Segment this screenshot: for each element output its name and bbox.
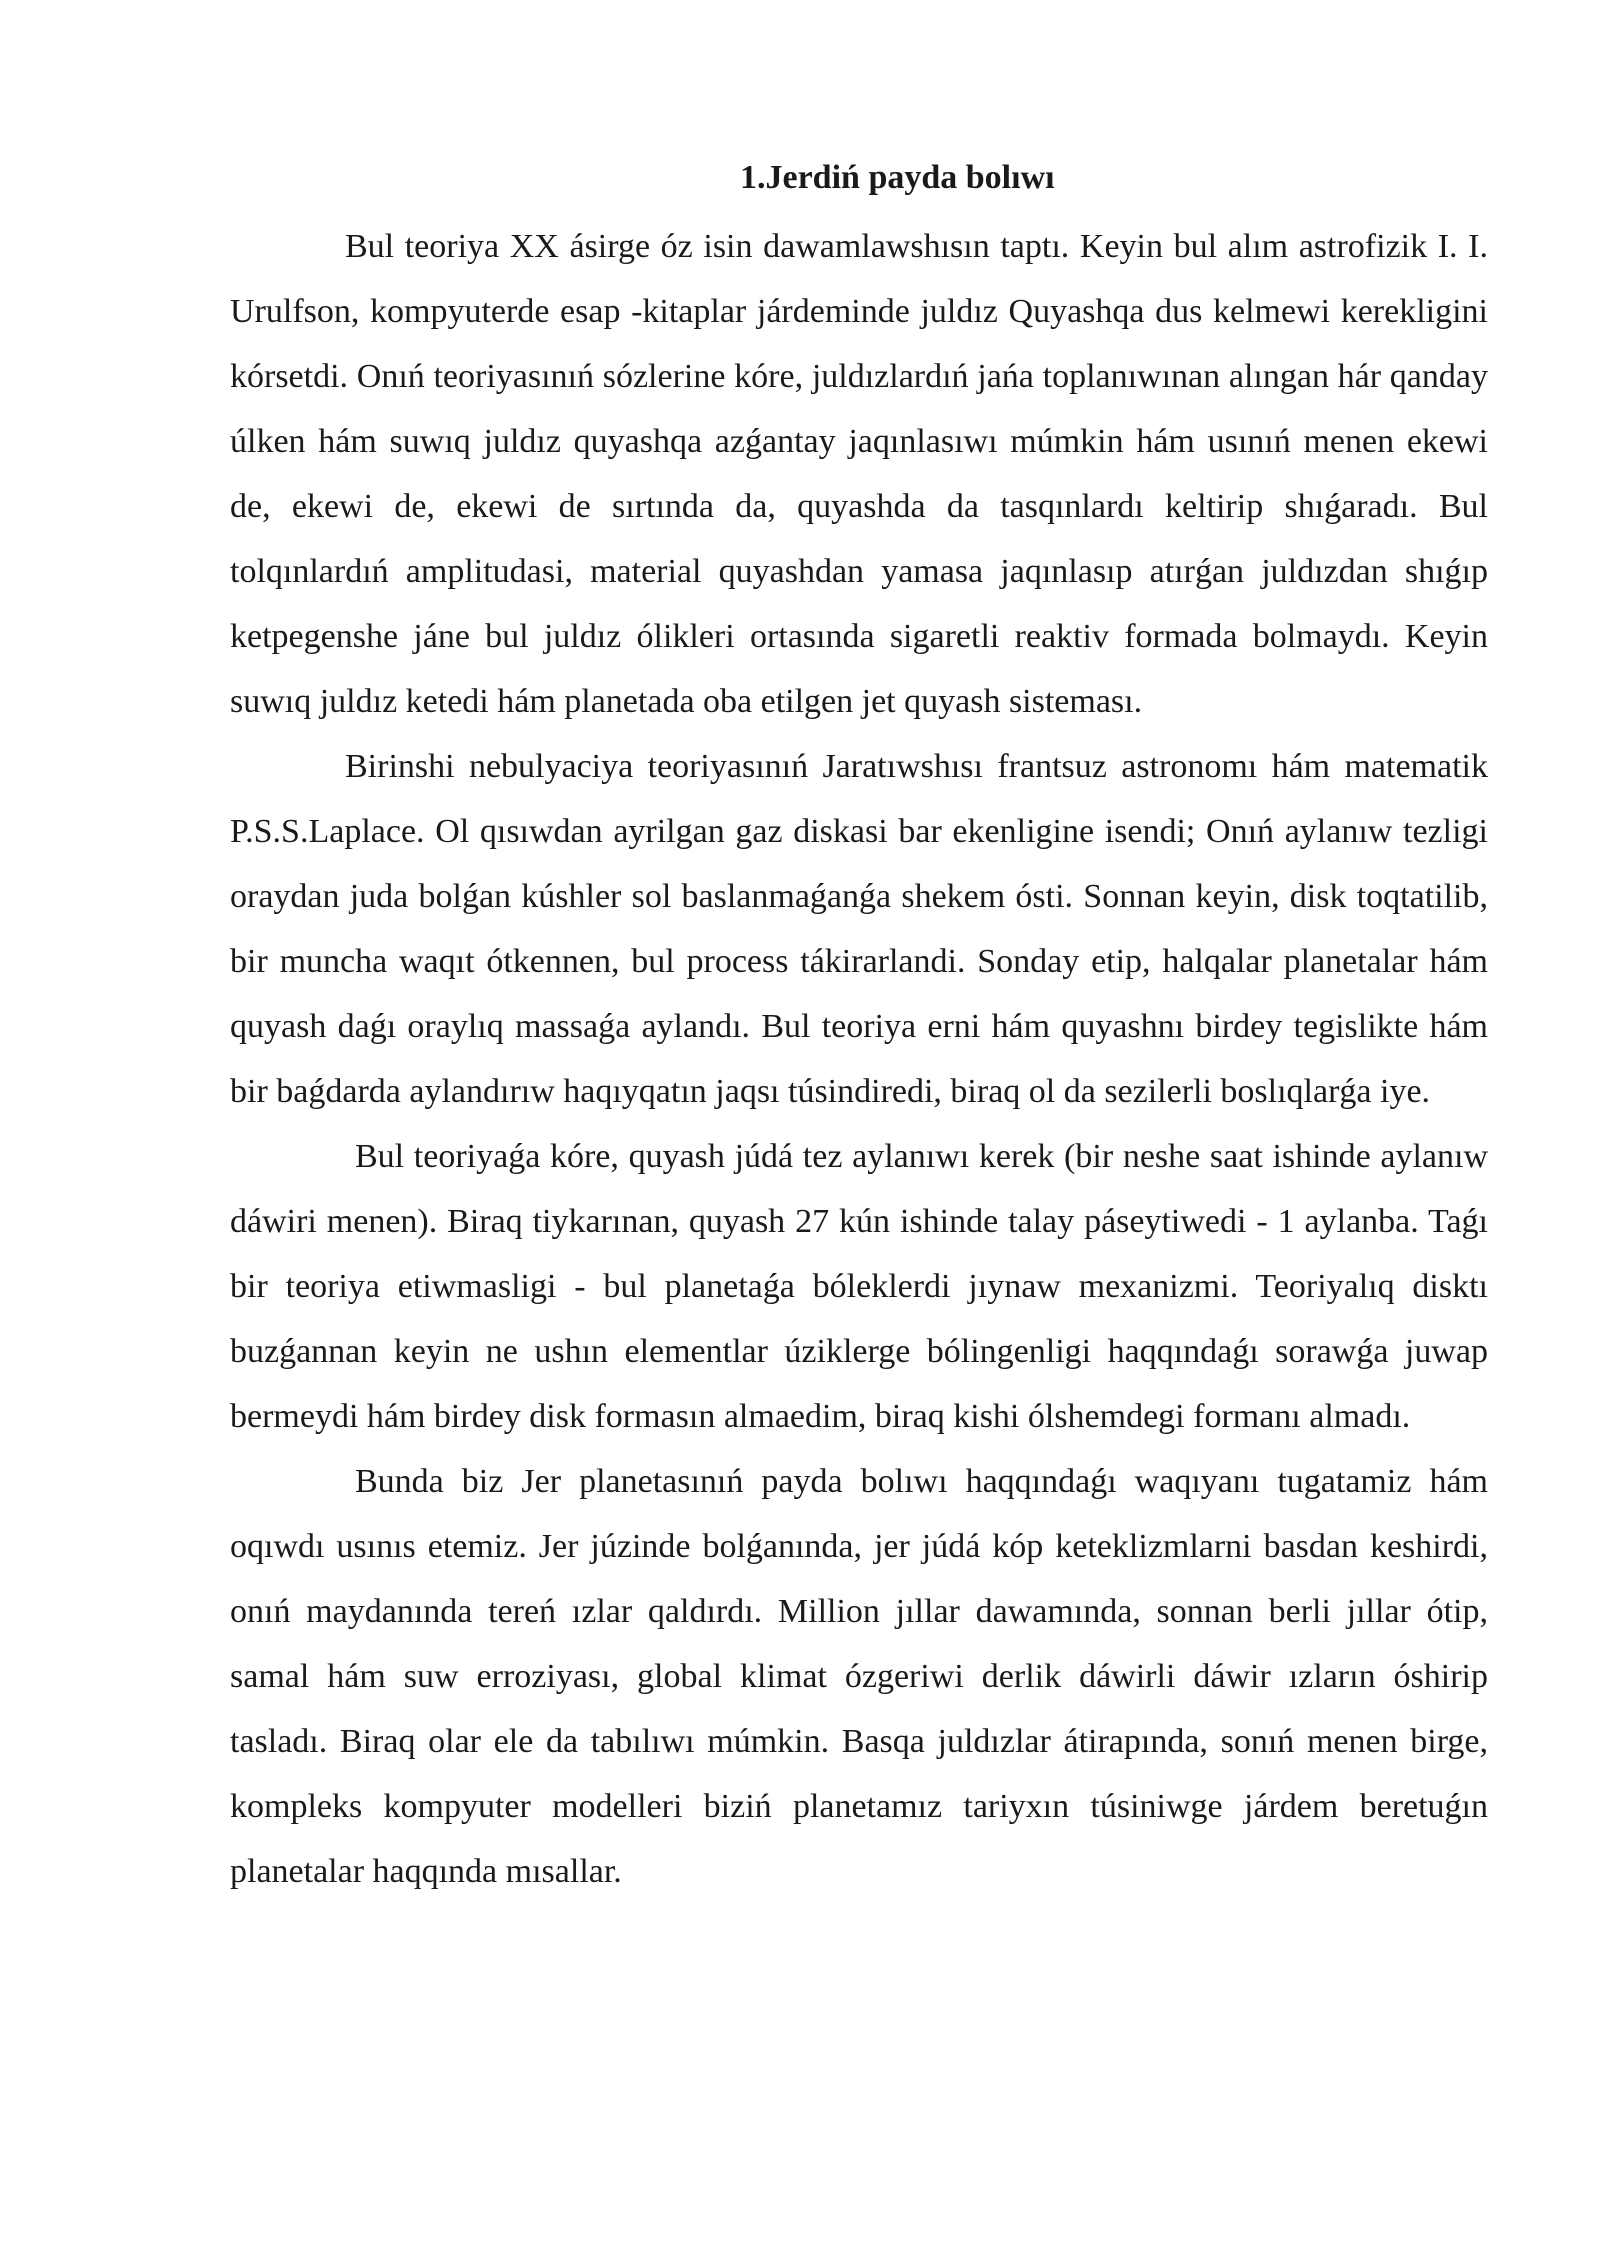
paragraph-2: Birinshi nebulyaciya teoriyasınıń Jaratıwshısı frantsuz astronomı hám matematik P.S.S.Laplace. Ol qısıwdan ayrilgan gaz diskasi bar ekenligine isendi; Onıń aylanıw tezligi oraydan juda bolǵan kúshler sol baslanmaǵanǵa shekem ósti. Sonnan keyin, disk toqtatilib, bir muncha waqıt ótkennen, bul process tákirarlandi. Sonday etip, halqalar planetalar hám quyash daǵı oraylıq massaǵa aylandı. Bul teoriya erni hám quyashnı birdey tegislikte hám bir baǵdarda aylandırıw haqıyqatın jaqsı túsindiredi, biraq ol da sezilerli boslıqlarǵa iye.: [230, 748, 1488, 1110]
paragraph-4: Bunda biz Jer planetasınıń payda bolıwı haqqındaǵı waqıyanı tugatamiz hám oqıwdı usınıs etemiz. Jer júzinde bolǵanında, jer júdá kóp keteklizmlarni basdan keshirdi, onıń maydanında tereń ızlar qaldırdı. Million jıllar dawamında, sonnan berli jıllar ótip, samal hám suw erroziyası, global klimat ózgeriwi derlik dáwirli dáwir ızların óshirip tasladı. Biraq olar ele da tabılıwı múmkin. Basqa juldızlar átirapında, sonıń menen birge, kompleks kompyuter modelleri biziń planetamız tariyxın túsiniwge járdem beretuǵın planetalar haqqında mısallar.: [230, 1463, 1488, 1890]
paragraph-1: Bul teoriya XX ásirge óz isin dawamlawshısın taptı. Keyin bul alım astrofizik I. I. Urulfson, kompyuterde esap -kitaplar járdeminde juldız Quyashqa dus kelmewi kerekligini kórsetdi. Onıń teoriyasınıń sózlerine kóre, juldızlardıń jańa toplanıwınan alıngan hár qanday úlken hám suwıq juldız quyashqa azǵantay jaqınlasıwı múmkin hám usınıń menen ekewi de, ekewi de, ekewi de sırtında da, quyashda da tasqınlardı keltirip shıǵaradı. Bul tolqınlardıń amplitudasi, material quyashdan yamasa jaqınlasıp atırǵan juldızdan shıǵıp ketpegenshe jáne bul juldız ólikleri ortasında sigaretli reaktiv formada bolmaydı. Keyin suwıq juldız ketedi hám planetada oba etilgen jet quyash sisteması.: [230, 228, 1488, 720]
paragraph-3: Bul teoriyaǵa kóre, quyash júdá tez aylanıwı kerek (bir neshe saat ishinde aylanıw dáwiri menen). Biraq tiykarınan, quyash 27 kún ishinde talay páseytiwedi - 1 aylanba. Taǵı bir teoriya etiwmasligi - bul planetaǵa bóleklerdi jıynaw mexanizmi. Teoriyalıq disktı buzǵannan keyin ne ushın elementlar úziklerge bólingenligi haqqındaǵı sorawǵa juwap bermeydi hám birdey disk formasın almaedim, biraq kishi ólshemdegi formanı almadı.: [230, 1138, 1488, 1435]
page-title: 1.Jerdiń payda bolıwı: [740, 159, 1055, 196]
document-body: [230, 148, 1488, 1904]
